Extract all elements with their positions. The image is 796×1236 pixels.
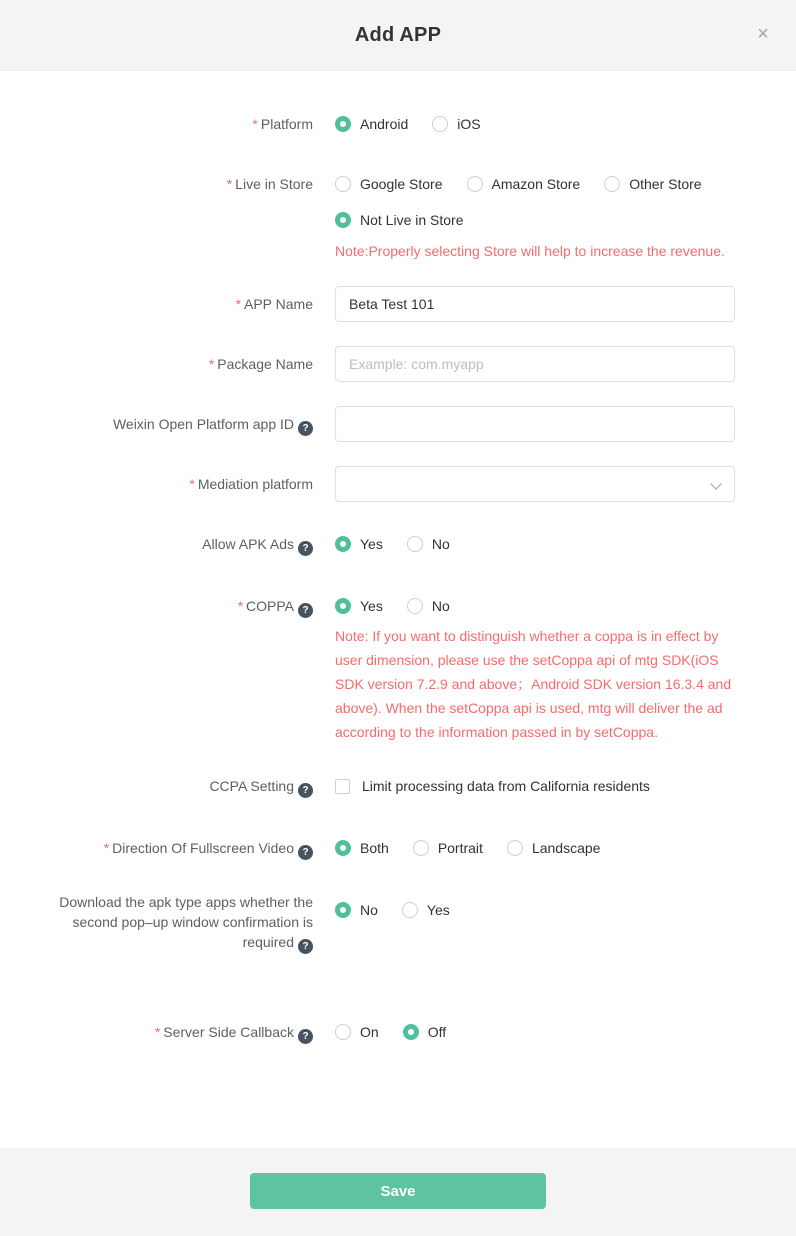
form-row-coppa	[40, 596, 735, 744]
radio-direction-portrait[interactable]: Portrait	[413, 838, 483, 858]
radio-other-store[interactable]: Other Store	[604, 174, 701, 194]
radio-allow-apk-ads-yes[interactable]: Yes	[335, 534, 383, 554]
radio-direction-landscape[interactable]: Landscape	[507, 838, 601, 858]
help-icon[interactable]: ?	[298, 783, 313, 798]
radio-icon	[432, 116, 448, 132]
live-in-store-note: Note:Properly selecting Store will help to increase the revenue.	[335, 243, 725, 259]
form-row-ccpa	[40, 776, 735, 798]
app-name-input[interactable]	[335, 286, 735, 322]
checkbox-icon	[335, 779, 350, 794]
radio-icon	[604, 176, 620, 192]
form-row-apk-download-confirm	[40, 892, 735, 954]
required-asterisk: *	[208, 356, 215, 372]
fullscreen-direction-label: * Direction Of Fullscreen Video ?	[40, 838, 313, 860]
radio-icon	[335, 536, 351, 552]
radio-direction-both[interactable]: Both	[335, 838, 389, 858]
page-title: Add APP	[354, 23, 442, 46]
ccpa-checkbox[interactable]: Limit processing data from California residents	[335, 776, 650, 796]
form-row-live-in-store	[40, 174, 735, 262]
radio-not-live-in-store[interactable]: Not Live in Store	[335, 210, 464, 230]
radio-icon	[335, 1024, 351, 1040]
radio-icon	[467, 176, 483, 192]
dialog-footer	[0, 1148, 796, 1236]
radio-callback-on[interactable]: On	[335, 1022, 379, 1042]
mediation-platform-label: * Mediation platform	[189, 476, 313, 492]
radio-google-store[interactable]: Google Store	[335, 174, 443, 194]
app-name-label: * APP Name	[235, 296, 313, 312]
dialog-body	[0, 71, 796, 1148]
mediation-platform-select[interactable]	[335, 466, 735, 502]
radio-icon	[335, 902, 351, 918]
help-icon[interactable]: ?	[298, 421, 313, 436]
required-asterisk: *	[252, 116, 258, 132]
required-asterisk: *	[237, 598, 244, 614]
form-row-app-name	[40, 286, 735, 322]
radio-icon	[335, 176, 351, 192]
radio-icon	[507, 840, 523, 856]
form-row-weixin-app-id	[40, 406, 735, 442]
radio-apk-confirm-no[interactable]: No	[335, 900, 378, 920]
radio-icon	[335, 212, 351, 228]
live-in-store-label: * Live in Store	[226, 176, 313, 192]
coppa-label: * COPPA ?	[40, 596, 313, 618]
radio-callback-off[interactable]: Off	[403, 1022, 446, 1042]
radio-ios[interactable]: iOS	[432, 114, 480, 134]
help-icon[interactable]: ?	[298, 541, 313, 556]
required-asterisk: *	[154, 1024, 161, 1040]
radio-icon	[403, 1024, 419, 1040]
required-asterisk: *	[226, 176, 233, 192]
help-icon[interactable]: ?	[298, 939, 313, 954]
ccpa-label: CCPA Setting ?	[40, 776, 313, 798]
radio-icon	[413, 840, 429, 856]
form-row-server-side-callback	[40, 1022, 735, 1044]
help-icon[interactable]: ?	[298, 1029, 313, 1044]
help-icon[interactable]: ?	[298, 603, 313, 618]
radio-icon	[335, 598, 351, 614]
radio-coppa-yes[interactable]: Yes	[335, 596, 383, 616]
form-row-allow-apk-ads	[40, 534, 735, 556]
help-icon[interactable]: ?	[298, 845, 313, 860]
radio-apk-confirm-yes[interactable]: Yes	[402, 900, 450, 920]
form-row-fullscreen-direction	[40, 838, 735, 860]
radio-allow-apk-ads-no[interactable]: No	[407, 534, 450, 554]
close-icon[interactable]: ×	[757, 23, 769, 45]
radio-icon	[402, 902, 418, 918]
required-asterisk: *	[189, 476, 195, 492]
chevron-down-icon	[710, 478, 721, 489]
radio-icon	[335, 840, 351, 856]
radio-amazon-store[interactable]: Amazon Store	[467, 174, 581, 194]
save-button[interactable]: Save	[250, 1173, 546, 1209]
radio-android[interactable]: Android	[335, 114, 408, 134]
required-asterisk: *	[235, 296, 241, 312]
radio-icon	[335, 116, 351, 132]
weixin-app-id-input[interactable]	[335, 406, 735, 442]
required-asterisk: *	[103, 840, 110, 856]
allow-apk-ads-label: Allow APK Ads ?	[40, 534, 313, 556]
weixin-app-id-label: Weixin Open Platform app ID ?	[40, 406, 313, 442]
package-name-label: * Package Name	[208, 356, 313, 372]
radio-coppa-no[interactable]: No	[407, 596, 450, 616]
apk-download-confirm-label: Download the apk type apps whether the second pop–up window confirmation is required ?	[59, 894, 313, 952]
radio-icon	[407, 536, 423, 552]
server-side-callback-label: * Server Side Callback ?	[40, 1022, 313, 1044]
dialog-header	[0, 0, 796, 71]
radio-icon	[407, 598, 423, 614]
package-name-input[interactable]	[335, 346, 735, 382]
platform-label: * Platform	[252, 116, 313, 132]
form-row-package-name	[40, 346, 735, 382]
form-row-platform	[40, 114, 735, 134]
form-row-mediation-platform	[40, 466, 735, 502]
coppa-note: Note: If you want to distinguish whether a coppa is in effect by user dimension, please use the setCoppa api of mtg SDK(iOS SDK version 7.2.9 and above；Android SDK version 16.3.4 and above). When the setCoppa api is used, mtg will deliver the ad according to the information passed in by setCoppa.	[335, 628, 732, 740]
